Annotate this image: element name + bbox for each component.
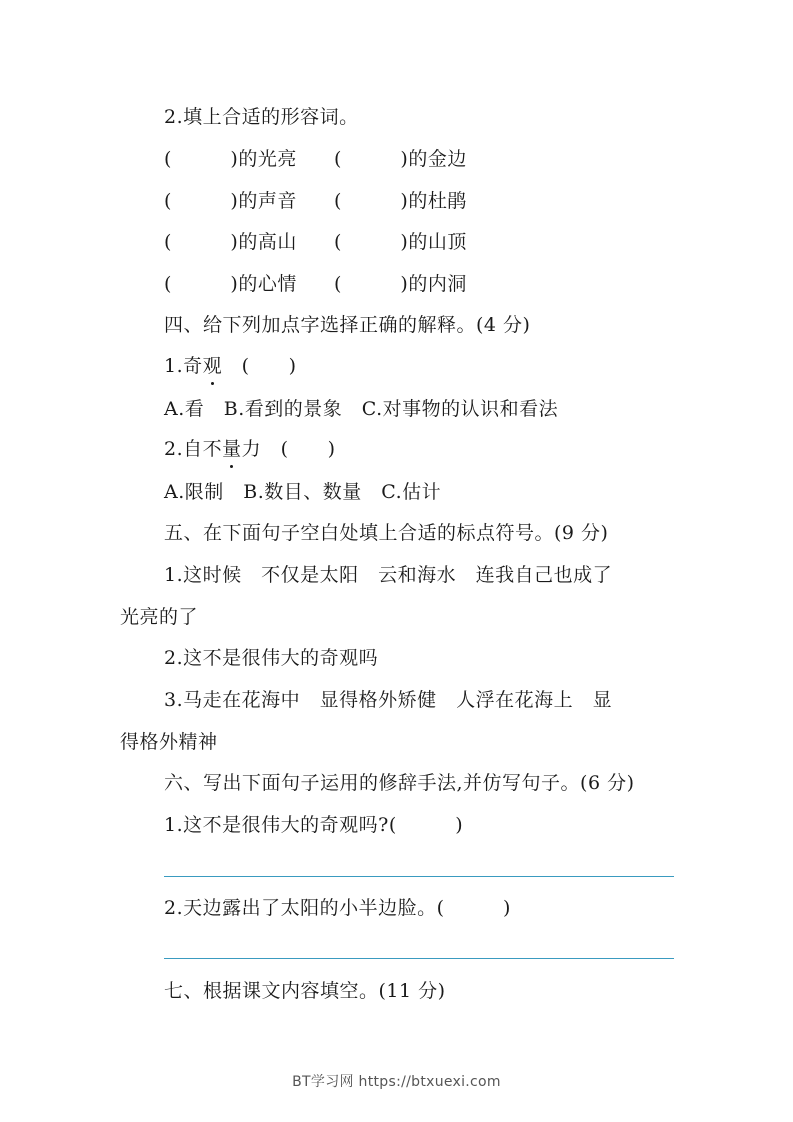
question-item	[164, 353, 296, 379]
answer-line[interactable]	[164, 876, 674, 877]
section-title: 五、在下面句子空白处填上合适的标点符号。(9 分)	[164, 522, 609, 544]
fill-blank-item: ( )的金边	[334, 148, 467, 170]
question-text: 2.自不	[164, 438, 223, 460]
question-item	[164, 436, 335, 462]
fill-blank-item: ( )的高山	[164, 231, 297, 253]
dotted-character: 量	[222, 438, 242, 460]
question-item: 2.天边露出了太阳的小半边脸。( )	[164, 897, 511, 919]
section-title: 六、写出下面句子运用的修辞手法,并仿写句子。(6 分)	[164, 772, 635, 794]
fill-blank-item: ( )的声音	[164, 190, 297, 212]
dotted-character: 观	[202, 355, 223, 377]
question-text: 力 ( )	[241, 438, 336, 460]
sentence-text: 得格外精神	[120, 731, 218, 753]
fill-blank-item: ( )的山顶	[334, 231, 467, 253]
sentence-text: 1.这时候 不仅是太阳 云和海水 连我自己也成了	[164, 564, 613, 586]
sentence-text: 3.马走在花海中 显得格外矫健 人浮在花海上 显	[164, 689, 613, 711]
footer-watermark: BT学习网 https://btxuexi.com	[292, 1074, 501, 1090]
question-text: ( )	[222, 355, 297, 377]
answer-line[interactable]	[164, 958, 674, 959]
section-title: 七、根据课文内容填空。(11 分)	[164, 980, 446, 1002]
question-title: 2.填上合适的形容词。	[164, 106, 359, 128]
fill-blank-item: ( )的光亮	[164, 148, 297, 170]
answer-options: A.限制 B.数目、数量 C.估计	[164, 481, 442, 503]
question-item: 1.这不是很伟大的奇观吗?( )	[164, 814, 464, 836]
fill-blank-item: ( )的内洞	[334, 273, 467, 295]
question-text: 1.奇	[164, 355, 203, 377]
section-title: 四、给下列加点字选择正确的解释。(4 分)	[164, 314, 531, 336]
fill-blank-item: ( )的杜鹃	[334, 190, 467, 212]
fill-blank-item: ( )的心情	[164, 273, 297, 295]
answer-options: A.看 B.看到的景象 C.对事物的认识和看法	[164, 398, 559, 420]
sentence-text: 2.这不是很伟大的奇观吗	[164, 647, 379, 669]
sentence-text: 光亮的了	[120, 606, 199, 628]
